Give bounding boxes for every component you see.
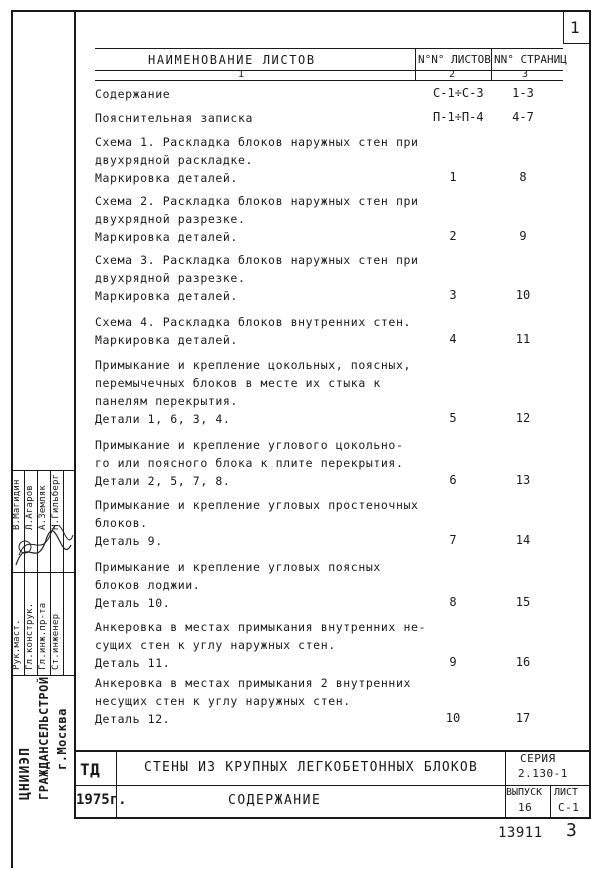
row-title-line: двухрядной разрезке.: [95, 271, 246, 285]
row-sheets: 9: [449, 655, 457, 669]
row-pages: 15: [515, 595, 531, 609]
row-title-line: Примыкание и крепление цокольных, поясных,: [95, 358, 411, 372]
footer-page: 3: [566, 820, 578, 841]
stamp-series-label: СЕРИЯ: [520, 752, 556, 765]
row-pages: 17: [515, 711, 531, 725]
row-title-line: Деталь 10.: [95, 596, 171, 610]
row-title-line: Анкеровка в местах примыкания внутренних не-: [95, 620, 427, 634]
sheet-box-left: [563, 10, 564, 44]
header-col2: N°N° ЛИСТОВ: [418, 53, 491, 66]
side-line-a: [11, 470, 75, 471]
row-pages: 16: [515, 655, 531, 669]
stamp-mid: [74, 785, 591, 786]
stamp-series: 2.130-1: [518, 767, 568, 780]
stamp-year: 1975г.: [76, 792, 127, 808]
stamp-code: ТД: [80, 760, 101, 779]
row-pages: 1-3: [512, 86, 534, 100]
row-title-line: Схема 1. Раскладка блоков наружных стен при: [95, 135, 419, 149]
row-pages: 11: [515, 332, 531, 346]
row-sheets: С-1÷С-3: [433, 86, 484, 100]
stamp-vdiv-3: [550, 785, 551, 818]
row-title-line: Детали 2, 5, 7, 8.: [95, 474, 231, 488]
row-title-line: блоков.: [95, 516, 148, 530]
stamp-vdiv-2: [505, 750, 506, 818]
row-title-line: перемычечных блоков в месте их стыка к: [95, 376, 381, 390]
role-3: Гл.инж.пр-та: [38, 602, 48, 670]
row-title-line: несущих стен к углу наружных стен.: [95, 694, 351, 708]
header-col3: NN° СТРАНИЦ: [494, 53, 567, 66]
row-pages: 13: [515, 473, 531, 487]
row-title-line: Деталь 11.: [95, 656, 171, 670]
handwritten-signatures: [11, 525, 75, 575]
name-1: В.Магидин: [12, 479, 22, 530]
frame-inner-left: [74, 10, 76, 818]
name-4: Н.Гильберг: [51, 473, 61, 530]
row-title-line: Схема 4. Раскладка блоков внутренних стен.: [95, 315, 411, 329]
stamp-subtitle: СОДЕРЖАНИЕ: [228, 793, 322, 808]
row-sheets: П-1÷П-4: [433, 110, 484, 124]
stamp-top: [74, 750, 591, 752]
org-line-1: ЦНИИЭП: [18, 747, 33, 800]
header-col-div-1: [415, 48, 416, 81]
row-title-line: Деталь 12.: [95, 712, 171, 726]
stamp-sheet-label: ЛИСТ: [554, 787, 579, 798]
row-sheets: 4: [449, 332, 457, 346]
row-pages: 10: [515, 288, 531, 302]
frame-right: [589, 10, 591, 818]
row-title-line: Схема 2. Раскладка блоков наружных стен при: [95, 194, 419, 208]
row-sheets: 8: [449, 595, 457, 609]
stamp-sheet: С-1: [558, 801, 580, 814]
row-title-line: Детали 1, 6, 3, 4.: [95, 412, 231, 426]
row-pages: 8: [519, 170, 527, 184]
frame-left: [11, 10, 13, 868]
org-line-2: ГРАЖДАНСЕЛЬСТРОЙ: [37, 676, 51, 800]
row-title-line: Пояснительная записка: [95, 111, 253, 125]
row-sheets: 7: [449, 533, 457, 547]
row-sheets: 2: [449, 229, 457, 243]
row-sheets: 10: [445, 711, 461, 725]
row-sheets: 1: [449, 170, 457, 184]
row-title-line: блоков лоджии.: [95, 578, 201, 592]
stamp-issue: 16: [518, 801, 533, 814]
frame-bottom: [74, 817, 591, 819]
role-1: Рук.маст.: [12, 619, 22, 670]
header-col-div-2: [491, 48, 492, 81]
footer-number: 13911: [498, 825, 543, 841]
row-title-line: Маркировка деталей.: [95, 289, 238, 303]
header-top-line: [95, 48, 563, 49]
row-pages: 9: [519, 229, 527, 243]
header-bottom-line: [95, 80, 563, 81]
stamp-title: СТЕНЫ ИЗ КРУПНЫХ ЛЕГКОБЕТОННЫХ БЛОКОВ: [144, 760, 478, 775]
row-title-line: го или поясного блока к плите перекрытия.: [95, 456, 404, 470]
row-title-line: Деталь 9.: [95, 534, 163, 548]
header-mid-line: [95, 70, 563, 71]
row-pages: 12: [515, 411, 531, 425]
row-pages: 14: [515, 533, 531, 547]
sheet-number: 1: [570, 18, 581, 37]
sheet-box-bottom: [563, 43, 591, 44]
row-title-line: Анкеровка в местах примыкания 2 внутренних: [95, 676, 411, 690]
name-3: А.Земляк: [38, 485, 48, 530]
row-title-line: Примыкание и крепление угловых поясных: [95, 560, 381, 574]
header-n3: 3: [522, 69, 529, 80]
header-col1: НАИМЕНОВАНИЕ ЛИСТОВ: [148, 53, 316, 67]
row-title-line: двухрядной раскладке.: [95, 153, 253, 167]
frame-top: [11, 10, 591, 12]
row-sheets: 5: [449, 411, 457, 425]
row-title-line: Примыкание и крепление угловых простеночных: [95, 498, 419, 512]
row-title-line: Содержание: [95, 87, 171, 101]
row-title-line: Маркировка деталей.: [95, 333, 238, 347]
org-line-3: г.Москва: [55, 708, 69, 770]
row-title-line: панелям перекрытия.: [95, 394, 238, 408]
header-n1: 1: [238, 69, 245, 80]
row-title-line: Схема 3. Раскладка блоков наружных стен при: [95, 253, 419, 267]
row-title-line: двухрядной разрезке.: [95, 212, 246, 226]
row-title-line: Примыкание и крепление углового цокольно-: [95, 438, 404, 452]
role-2: Гл.конструк.: [25, 602, 35, 670]
name-2: Л.Агаров: [25, 485, 35, 530]
row-title-line: Маркировка деталей.: [95, 171, 238, 185]
role-4: Ст.инженер: [51, 613, 61, 670]
stamp-issue-label: ВЫПУСК: [506, 787, 543, 798]
row-title-line: сущих стен к углу наружных стен.: [95, 638, 336, 652]
row-title-line: Маркировка деталей.: [95, 230, 238, 244]
row-sheets: 6: [449, 473, 457, 487]
row-pages: 4-7: [512, 110, 534, 124]
row-sheets: 3: [449, 288, 457, 302]
header-n2: 2: [449, 69, 456, 80]
